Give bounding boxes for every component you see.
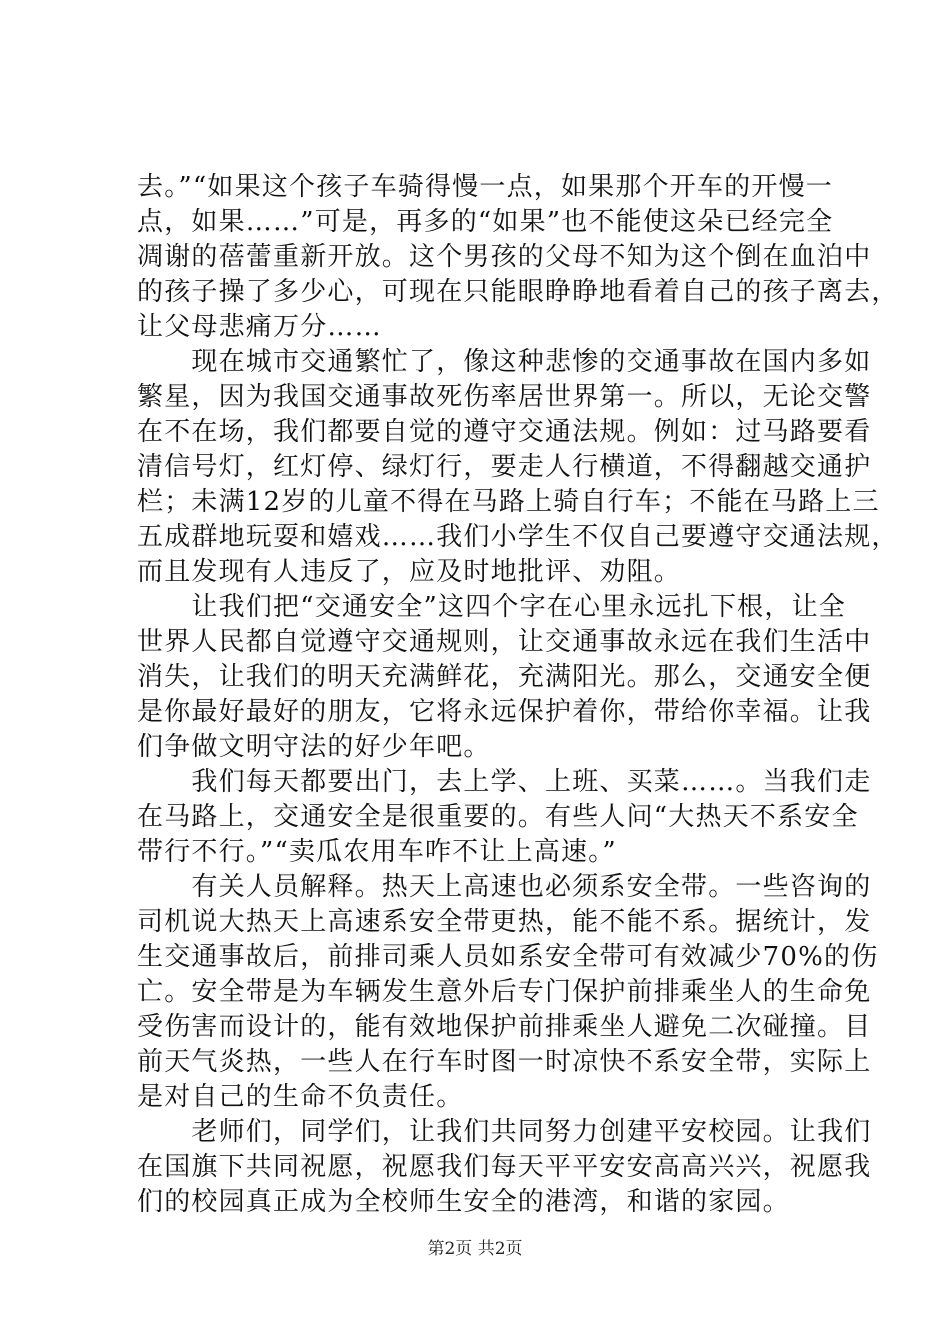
page-number-footer: 第2页 共2页 <box>427 1239 523 1259</box>
text-line: 现在城市交通繁忙了，像这种悲惨的交通事故在国内多如 <box>137 347 872 377</box>
text-line: 五成群地玩耍和嬉戏……我们小学生不仅自己要遵守交通法规， <box>137 522 899 552</box>
text-line: 在不在场，我们都要自觉的遵守交通法规。例如：过马路要看 <box>137 417 872 447</box>
text-line: 清信号灯，红灯停、绿灯行，要走人行横道，不得翻越交通护 <box>137 452 872 482</box>
text-line: 在国旗下共同祝愿，祝愿我们每天平平安安高高兴兴，祝愿我 <box>137 1152 872 1182</box>
text-line: 亡。安全带是为车辆发生意外后专门保护前排乘坐人的生命免 <box>137 977 872 1007</box>
text-line: 栏；未满12岁的儿童不得在马路上骑自行车；不能在马路上三 <box>137 487 880 517</box>
text-line: 繁星，因为我国交通事故死伤率居世界第一。所以，无论交警 <box>137 382 872 412</box>
text-line: 消失，让我们的明天充满鲜花，充满阳光。那么，交通安全便 <box>137 662 872 692</box>
text-line: 是对自己的生命不负责任。 <box>137 1082 464 1112</box>
text-line: 司机说大热天上高速系安全带更热，能不能不系。据统计，发 <box>137 907 872 937</box>
text-line: 带行不行。”“卖瓜农用车咋不让上高速。” <box>137 837 617 867</box>
text-line: 在马路上，交通安全是很重要的。有些人问“大热天不系安全 <box>137 802 859 832</box>
text-line: 让父母悲痛万分…… <box>137 312 382 342</box>
text-line: 凋谢的蓓蕾重新开放。这个男孩的父母不知为这个倒在血泊中 <box>137 242 872 272</box>
text-line: 受伤害而设计的，能有效地保护前排乘坐人避免二次碰撞。目 <box>137 1012 872 1042</box>
text-line: 生交通事故后，前排司乘人员如系安全带可有效减少70%的伤 <box>137 942 879 972</box>
text-line: 老师们，同学们，让我们共同努力创建平安校园。让我们 <box>137 1117 872 1147</box>
text-line: 世界人民都自觉遵守交通规则，让交通事故永远在我们生活中 <box>137 627 872 657</box>
text-line: 而且发现有人违反了，应及时地批评、劝阻。 <box>137 557 682 587</box>
text-line: 点，如果……”可是，再多的“如果”也不能使这朵已经完全 <box>137 207 834 237</box>
text-line: 的孩子操了多少心，可现在只能眼睁睁地看着自己的孩子离去， <box>137 277 899 307</box>
text-line: 是你最好最好的朋友，它将永远保护着你，带给你幸福。让我 <box>137 697 872 727</box>
text-line: 让我们把“交通安全”这四个字在心里永远扎下根，让全 <box>137 592 846 622</box>
text-line: 们争做文明守法的好少年吧。 <box>137 732 491 762</box>
text-line: 前天气炎热，一些人在行车时图一时凉快不系安全带，实际上 <box>137 1047 872 1077</box>
text-line: 去。”“如果这个孩子车骑得慢一点，如果那个开车的开慢一 <box>137 172 833 202</box>
text-line: 我们每天都要出门，去上学、上班、买菜……。当我们走 <box>137 767 872 797</box>
text-line: 们的校园真正成为全校师生安全的港湾，和谐的家园。 <box>137 1187 790 1217</box>
text-line: 有关人员解释。热天上高速也必须系安全带。一些咨询的 <box>137 872 872 902</box>
